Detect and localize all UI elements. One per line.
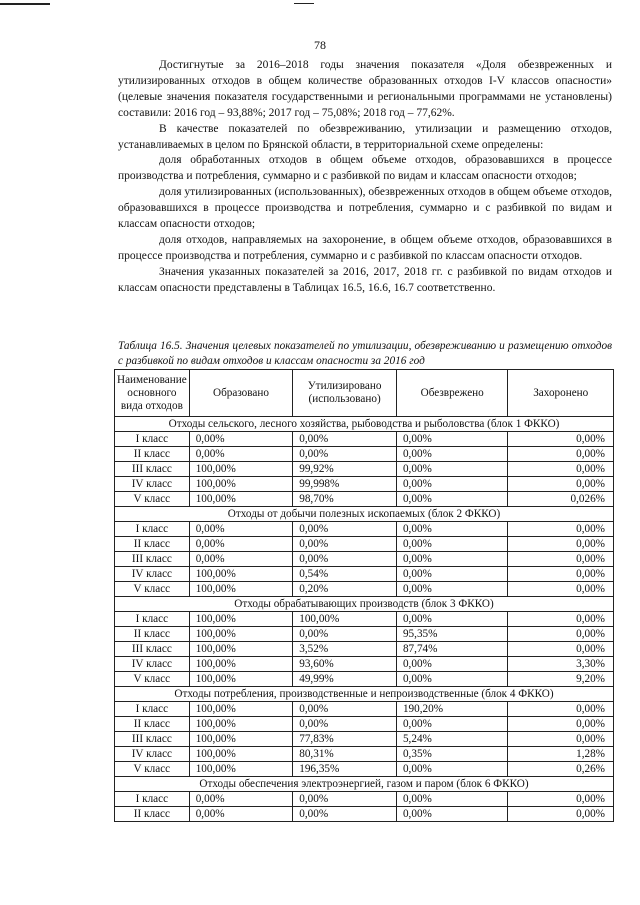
value-cell: 5,24% [396, 732, 508, 747]
hazard-class-cell: III класс [115, 552, 190, 567]
value-cell: 0,00% [508, 612, 614, 627]
hazard-class-cell: I класс [115, 702, 190, 717]
table-group-row [115, 687, 614, 702]
value-cell: 80,31% [293, 747, 397, 762]
table-group-row [115, 597, 614, 612]
value-cell: 3,52% [293, 642, 397, 657]
paragraph: Значения указанных показателей за 2016, 2017, 2018 гг. с разбивкой по видам отходов и классам опасности представлены в Таблицах 16.5, 16.6, 16.7 соответственно. [118, 265, 612, 294]
value-cell: 190,20% [396, 702, 508, 717]
value-cell: 0,00% [396, 657, 508, 672]
table-caption: Таблица 16.5. Значения целевых показателей по утилизации, обезвреживанию и размещению отходов с разбивкой по видам отходов и классам опасности за 2016 год [118, 340, 612, 367]
column-header: Захоронено [508, 370, 614, 417]
table-row [115, 762, 614, 777]
hazard-class-cell: IV класс [115, 657, 190, 672]
value-cell: 99,998% [293, 477, 397, 492]
group-title: Отходы обрабатывающих производств (блок 3 ФККО) [115, 597, 614, 612]
value-cell: 0,00% [396, 612, 508, 627]
value-cell: 0,35% [396, 747, 508, 762]
value-cell: 0,00% [508, 642, 614, 657]
table-row [115, 672, 614, 687]
table-group-row [115, 777, 614, 792]
value-cell: 0,00% [293, 627, 397, 642]
value-cell: 0,00% [508, 582, 614, 597]
value-cell: 0,00% [396, 432, 508, 447]
value-cell: 100,00% [189, 672, 293, 687]
value-cell: 0,26% [508, 762, 614, 777]
table-row [115, 612, 614, 627]
paragraph: Достигнутые за 2016–2018 годы значения показателя «Доля обезвреженных и утилизированных отходов в общем количестве образованных отходов I-V классов опасности» (целевые значения показателя государственными и региональными программами не установлены) составили: 2016 год – 93,88%; 2017 год – 75,08%; 2018 год – 77,62%. [118, 59, 612, 119]
value-cell: 0,00% [508, 567, 614, 582]
value-cell: 99,92% [293, 462, 397, 477]
value-cell: 0,00% [189, 432, 293, 447]
group-title: Отходы обеспечения электроэнергией, газом и паром (блок 6 ФККО) [115, 777, 614, 792]
table-row [115, 582, 614, 597]
hazard-class-cell: I класс [115, 432, 190, 447]
value-cell: 0,00% [508, 732, 614, 747]
value-cell: 0,00% [293, 432, 397, 447]
value-cell: 93,60% [293, 657, 397, 672]
value-cell: 100,00% [189, 717, 293, 732]
value-cell: 0,00% [396, 762, 508, 777]
table-row [115, 717, 614, 732]
value-cell: 0,00% [508, 627, 614, 642]
value-cell: 0,00% [396, 792, 508, 807]
hazard-class-cell: IV класс [115, 567, 190, 582]
value-cell: 0,00% [293, 792, 397, 807]
value-cell: 0,00% [508, 702, 614, 717]
paragraph: доля утилизированных (использованных), обезвреженных отходов в общем объеме отходов, образовавшихся в процессе производства и потребления, суммарно и с разбивкой по видам и классам опасности отходов; [118, 186, 612, 231]
value-cell: 0,00% [293, 552, 397, 567]
value-cell: 0,00% [508, 717, 614, 732]
table-header-row [115, 370, 614, 417]
group-title: Отходы от добычи полезных ископаемых (блок 2 ФККО) [115, 507, 614, 522]
hazard-class-cell: III класс [115, 732, 190, 747]
hazard-class-cell: V класс [115, 672, 190, 687]
paragraph: доля обработанных отходов в общем объеме отходов, образовавшихся в процессе производства и потребления, суммарно и с разбивкой по видам и классам опасности отходов; [118, 154, 612, 183]
hazard-class-cell: V класс [115, 492, 190, 507]
scan-artifact-left [0, 3, 50, 5]
hazard-class-cell: II класс [115, 807, 190, 822]
value-cell: 0,00% [508, 462, 614, 477]
value-cell: 196,35% [293, 762, 397, 777]
value-cell: 0,00% [508, 807, 614, 822]
table-row [115, 432, 614, 447]
value-cell: 0,00% [396, 477, 508, 492]
hazard-class-cell: IV класс [115, 477, 190, 492]
value-cell: 0,00% [189, 552, 293, 567]
hazard-class-cell: III класс [115, 642, 190, 657]
hazard-class-cell: IV класс [115, 747, 190, 762]
column-header: Наименование основного вида отходов [115, 370, 190, 417]
paragraph: доля отходов, направляемых на захоронение, в общем объеме отходов, образовавшихся в процессе производства и потребления, суммарно и с разбивкой по классам опасности отходов. [118, 233, 612, 262]
value-cell: 0,00% [396, 492, 508, 507]
table-row [115, 522, 614, 537]
value-cell: 100,00% [189, 477, 293, 492]
value-cell: 0,00% [293, 447, 397, 462]
value-cell: 0,00% [189, 807, 293, 822]
value-cell: 0,00% [396, 462, 508, 477]
value-cell: 100,00% [293, 612, 397, 627]
value-cell: 98,70% [293, 492, 397, 507]
table-row [115, 447, 614, 462]
value-cell: 100,00% [189, 627, 293, 642]
value-cell: 0,00% [508, 447, 614, 462]
hazard-class-cell: III класс [115, 462, 190, 477]
value-cell: 0,00% [396, 582, 508, 597]
value-cell: 3,30% [508, 657, 614, 672]
value-cell: 100,00% [189, 642, 293, 657]
group-title: Отходы сельского, лесного хозяйства, рыбоводства и рыболовства (блок 1 ФККО) [115, 417, 614, 432]
hazard-class-cell: II класс [115, 447, 190, 462]
value-cell: 0,00% [189, 447, 293, 462]
hazard-class-cell: II класс [115, 537, 190, 552]
value-cell: 0,00% [396, 552, 508, 567]
hazard-class-cell: V класс [115, 762, 190, 777]
value-cell: 100,00% [189, 612, 293, 627]
group-title: Отходы потребления, производственные и непроизводственные (блок 4 ФККО) [115, 687, 614, 702]
value-cell: 0,00% [396, 672, 508, 687]
value-cell: 0,00% [396, 447, 508, 462]
table-row [115, 552, 614, 567]
table-group-row [115, 507, 614, 522]
table-row [115, 807, 614, 822]
value-cell: 100,00% [189, 657, 293, 672]
table-row [115, 657, 614, 672]
table-group-row [115, 417, 614, 432]
value-cell: 0,20% [293, 582, 397, 597]
paragraph: В качестве показателей по обезвреживанию, утилизации и размещению отходов, устанавливаемых в целом по Брянской области, в территориальной схеме определены: [118, 122, 612, 151]
value-cell: 0,00% [293, 717, 397, 732]
value-cell: 100,00% [189, 762, 293, 777]
table-body [115, 417, 614, 822]
value-cell: 0,00% [293, 702, 397, 717]
value-cell: 49,99% [293, 672, 397, 687]
value-cell: 100,00% [189, 702, 293, 717]
value-cell: 0,00% [396, 717, 508, 732]
table-row [115, 642, 614, 657]
table-row [115, 627, 614, 642]
table-row [115, 567, 614, 582]
column-header: Утилизировано (использовано) [293, 370, 397, 417]
value-cell: 0,00% [189, 537, 293, 552]
value-cell: 0,00% [508, 792, 614, 807]
table-row [115, 792, 614, 807]
value-cell: 1,28% [508, 747, 614, 762]
hazard-class-cell: V класс [115, 582, 190, 597]
value-cell: 0,026% [508, 492, 614, 507]
value-cell: 100,00% [189, 582, 293, 597]
value-cell: 0,00% [508, 432, 614, 447]
value-cell: 0,00% [508, 552, 614, 567]
table-row [115, 732, 614, 747]
value-cell: 100,00% [189, 732, 293, 747]
value-cell: 100,00% [189, 492, 293, 507]
value-cell: 9,20% [508, 672, 614, 687]
value-cell: 0,00% [396, 537, 508, 552]
value-cell: 0,00% [189, 522, 293, 537]
value-cell: 0,00% [396, 567, 508, 582]
table-row [115, 492, 614, 507]
column-header: Обезврежено [396, 370, 508, 417]
value-cell: 0,00% [508, 537, 614, 552]
value-cell: 95,35% [396, 627, 508, 642]
value-cell: 0,00% [189, 792, 293, 807]
value-cell: 0,00% [293, 807, 397, 822]
value-cell: 0,00% [396, 522, 508, 537]
data-table [114, 369, 614, 822]
column-header: Образовано [189, 370, 293, 417]
table-row [115, 462, 614, 477]
value-cell: 100,00% [189, 567, 293, 582]
table-row [115, 702, 614, 717]
hazard-class-cell: II класс [115, 717, 190, 732]
table-row [115, 477, 614, 492]
value-cell: 87,74% [396, 642, 508, 657]
value-cell: 100,00% [189, 747, 293, 762]
value-cell: 0,00% [396, 807, 508, 822]
hazard-class-cell: II класс [115, 627, 190, 642]
value-cell: 77,83% [293, 732, 397, 747]
page-number: 78 [314, 38, 326, 52]
hazard-class-cell: I класс [115, 792, 190, 807]
value-cell: 0,00% [508, 522, 614, 537]
hazard-class-cell: I класс [115, 522, 190, 537]
value-cell: 0,00% [508, 477, 614, 492]
value-cell: 0,00% [293, 522, 397, 537]
body-text [118, 58, 612, 297]
table-row [115, 537, 614, 552]
value-cell: 100,00% [189, 462, 293, 477]
scan-artifact-center [294, 3, 314, 4]
value-cell: 0,54% [293, 567, 397, 582]
hazard-class-cell: I класс [115, 612, 190, 627]
table-row [115, 747, 614, 762]
value-cell: 0,00% [293, 537, 397, 552]
